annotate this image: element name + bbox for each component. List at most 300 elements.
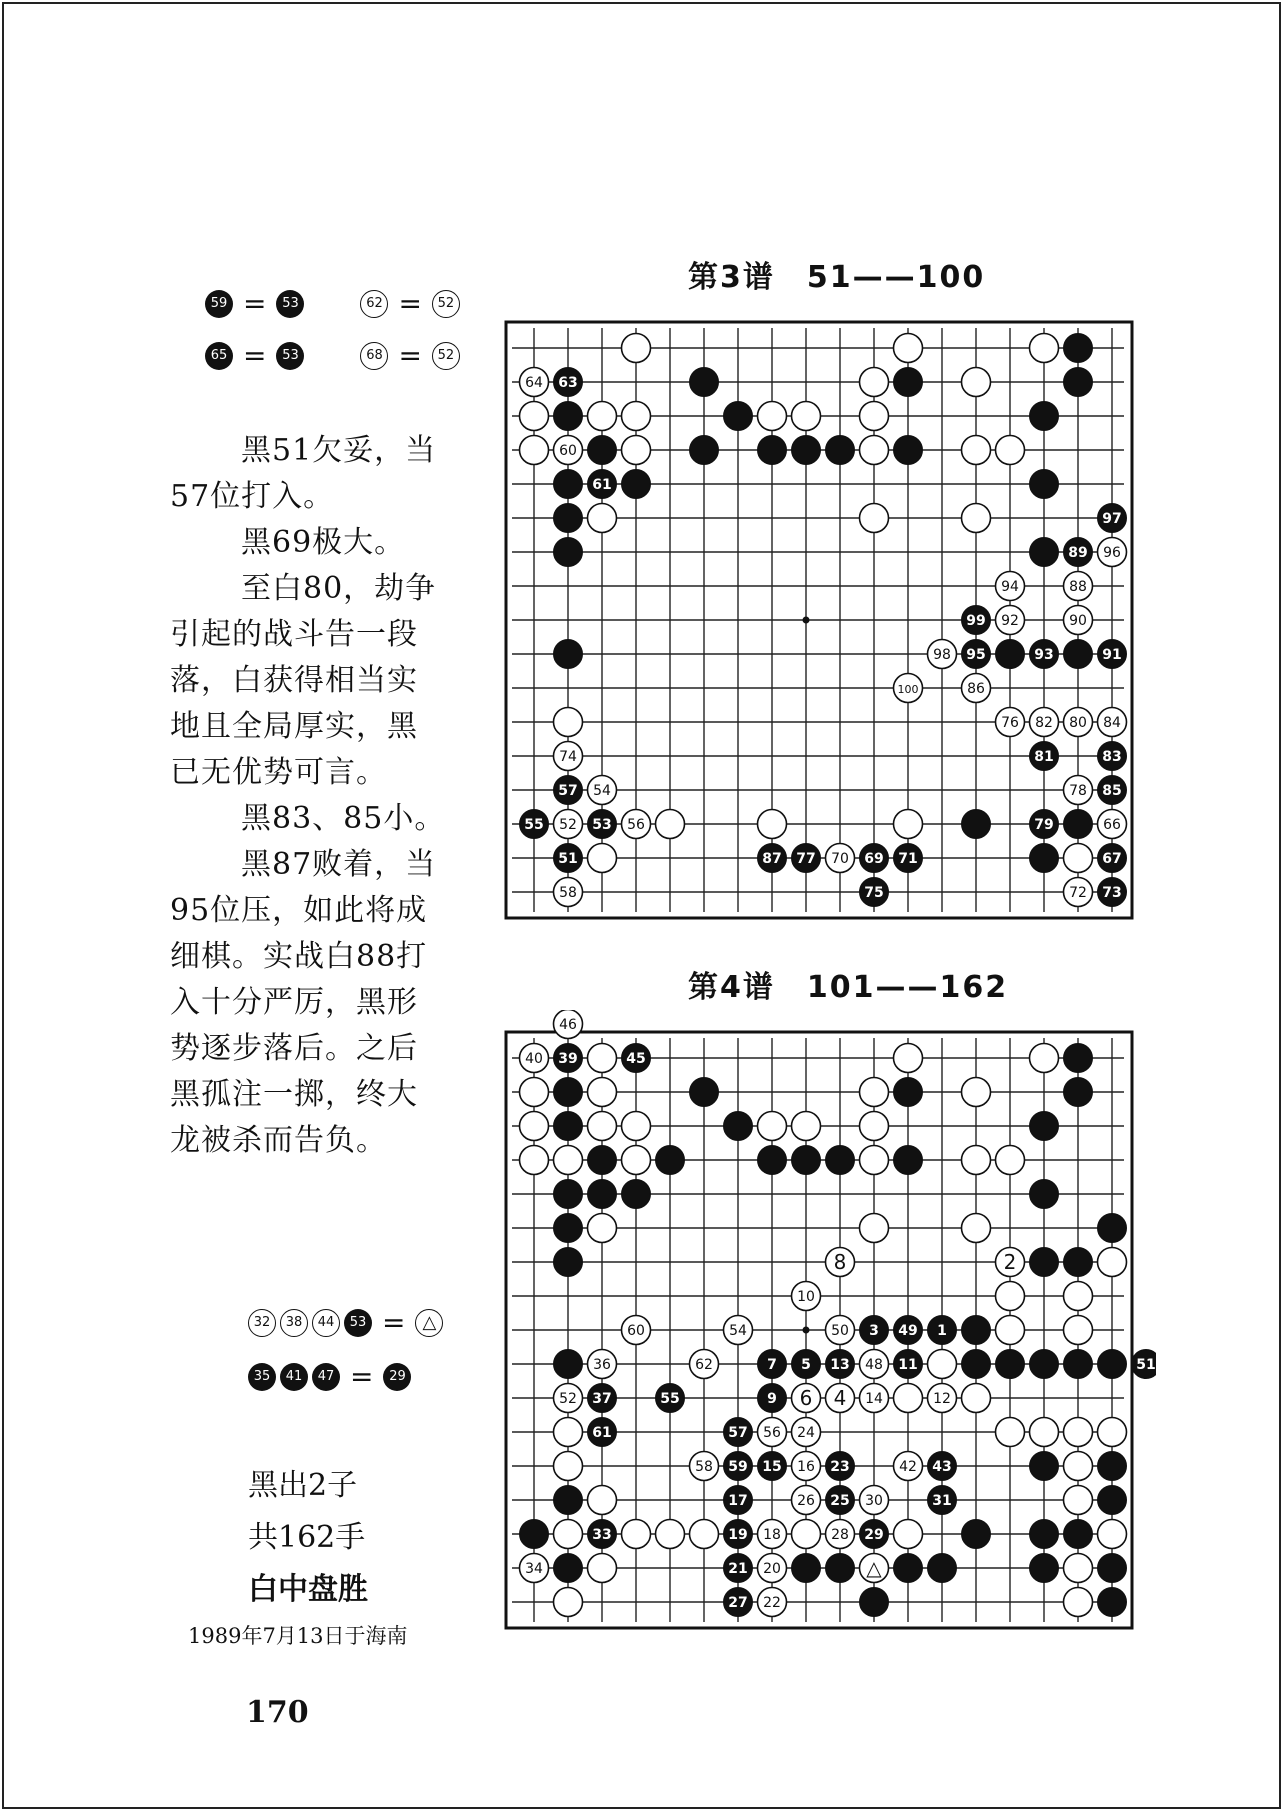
commentary-line: 势逐步落后。之后 (170, 1031, 418, 1066)
white-stone (1064, 708, 1093, 737)
white-stone (996, 1418, 1025, 1447)
white-stone (962, 1214, 991, 1243)
white-stone (1064, 1282, 1093, 1311)
move-number: 60 (627, 1323, 645, 1339)
black-stone (894, 1554, 923, 1583)
white-stone (1030, 1418, 1059, 1447)
white-stone (792, 402, 821, 431)
move-number: 78 (1069, 783, 1087, 799)
white-stone (928, 1384, 957, 1413)
white-stone (860, 436, 889, 465)
white-stone (996, 1146, 1025, 1175)
move-number: 76 (1001, 715, 1019, 731)
black-stone (554, 776, 583, 805)
commentary-line: 黑51欠妥，当 (241, 433, 437, 468)
move-number: △ (866, 1556, 882, 1580)
white-stone (690, 1520, 719, 1549)
commentary-line: 黑87败着，当 (241, 847, 437, 882)
move-number: 69 (864, 851, 884, 867)
black-stone (996, 640, 1025, 669)
white-stone (588, 776, 617, 805)
commentary-line: 入十分严厉，黑形 (170, 985, 418, 1020)
black-stone (1030, 844, 1059, 873)
black-stone (1030, 402, 1059, 431)
white-stone (826, 1248, 855, 1277)
black-stone (554, 640, 583, 669)
move-number: 60 (559, 443, 577, 459)
white-stone (588, 1112, 617, 1141)
white-stone (622, 402, 651, 431)
white-stone (554, 1146, 583, 1175)
black-stone (622, 1044, 651, 1073)
black-stone (826, 1452, 855, 1481)
black-stone (588, 470, 617, 499)
commentary-line: 黑69极大。 (241, 525, 406, 560)
white-stone (792, 1486, 821, 1515)
black-stone (554, 538, 583, 567)
move-number: 80 (1069, 715, 1087, 731)
white-stone (758, 1588, 787, 1617)
move-number: 75 (864, 885, 884, 901)
black-stone (826, 1350, 855, 1379)
diagram-3-title: 第3谱 51——100 (688, 260, 986, 295)
black-stone (962, 606, 991, 635)
move-number: 56 (627, 817, 645, 833)
move-number: 54 (593, 783, 611, 799)
move-number: 45 (626, 1051, 646, 1067)
black-stone (588, 1384, 617, 1413)
stone-glyph: 38 (280, 1309, 308, 1337)
white-stone (554, 1520, 583, 1549)
white-stone (622, 810, 651, 839)
white-stone (724, 1316, 753, 1345)
white-stone (554, 1418, 583, 1447)
move-number: 81 (1034, 749, 1054, 765)
black-stone (520, 810, 549, 839)
move-number: 84 (1103, 715, 1121, 731)
white-stone (1064, 1316, 1093, 1345)
result-line-captures: 黑出2子 (248, 1468, 358, 1503)
white-stone (792, 1282, 821, 1311)
move-number: 34 (525, 1561, 543, 1577)
white-stone (996, 436, 1025, 465)
white-stone (1098, 810, 1127, 839)
white-stone (554, 708, 583, 737)
equals-sign: = (398, 287, 422, 320)
commentary-line: 95位压，如此将成 (170, 893, 428, 928)
white-stone (792, 1384, 821, 1413)
black-stone (1030, 742, 1059, 771)
move-number: 14 (865, 1391, 883, 1407)
stone-glyph: 65 (205, 342, 233, 370)
black-stone (554, 1112, 583, 1141)
white-stone (588, 1044, 617, 1073)
commentary-line: 黑83、85小。 (241, 801, 446, 836)
white-stone (1064, 776, 1093, 805)
move-number: 55 (660, 1391, 680, 1407)
black-stone (554, 1554, 583, 1583)
move-number: 55 (524, 817, 544, 833)
white-stone (894, 1044, 923, 1073)
stone-glyph: 52 (432, 290, 460, 318)
black-stone (1064, 334, 1093, 363)
stone-glyph: 62 (360, 290, 388, 318)
move-number: 66 (1103, 817, 1121, 833)
black-stone (690, 368, 719, 397)
black-stone (554, 844, 583, 873)
white-stone (520, 1044, 549, 1073)
move-number: 59 (728, 1459, 748, 1475)
move-number: 85 (1102, 783, 1122, 799)
white-stone (554, 742, 583, 771)
move-number: 95 (966, 647, 986, 663)
white-stone (894, 1520, 923, 1549)
white-stone (860, 1112, 889, 1141)
white-stone (1098, 538, 1127, 567)
white-stone (520, 402, 549, 431)
white-stone (622, 1316, 651, 1345)
move-number: 82 (1035, 715, 1053, 731)
black-stone (894, 1316, 923, 1345)
move-number: 97 (1102, 511, 1122, 527)
date-line: 1989年7月13日于海南 (188, 1624, 408, 1648)
stone-glyph: 41 (280, 1363, 308, 1391)
move-number: 23 (830, 1459, 850, 1475)
white-stone (996, 1282, 1025, 1311)
black-stone (1030, 470, 1059, 499)
white-stone (860, 1486, 889, 1515)
go-board-diagram-3 (496, 318, 1136, 938)
white-stone (1064, 572, 1093, 601)
move-number: 77 (796, 851, 816, 867)
black-stone (894, 1146, 923, 1175)
black-stone (1064, 1350, 1093, 1379)
white-stone (962, 436, 991, 465)
white-stone (1098, 1520, 1127, 1549)
white-stone (860, 1214, 889, 1243)
stone-glyph: 59 (205, 290, 233, 318)
black-stone (928, 1452, 957, 1481)
move-number: 96 (1103, 545, 1121, 561)
white-stone (1030, 334, 1059, 363)
move-number: 48 (865, 1357, 883, 1373)
move-number: 51 (558, 851, 578, 867)
move-number: 20 (763, 1561, 781, 1577)
move-number: 57 (728, 1425, 748, 1441)
black-stone (1098, 1588, 1127, 1617)
black-stone (962, 1520, 991, 1549)
white-stone (758, 1554, 787, 1583)
result-line-winner: 白中盘胜 (248, 1572, 368, 1607)
black-stone (996, 1350, 1025, 1379)
black-stone (758, 1146, 787, 1175)
black-stone (554, 1214, 583, 1243)
move-number: 31 (932, 1493, 952, 1509)
move-number: 50 (831, 1323, 849, 1339)
black-stone (758, 1384, 787, 1413)
black-stone (1098, 844, 1127, 873)
white-stone (656, 1520, 685, 1549)
black-stone (1030, 640, 1059, 669)
move-number: 43 (932, 1459, 952, 1475)
white-stone (520, 1078, 549, 1107)
move-number: 11 (898, 1357, 918, 1373)
black-stone (724, 1588, 753, 1617)
move-number: 18 (763, 1527, 781, 1543)
equals-sign: = (350, 1360, 374, 1393)
white-stone (996, 1316, 1025, 1345)
white-stone (1098, 708, 1127, 737)
move-number: 8 (833, 1250, 847, 1274)
equals-sign: = (243, 339, 267, 372)
white-stone (690, 1350, 719, 1379)
black-stone (724, 402, 753, 431)
white-stone (554, 1452, 583, 1481)
black-stone (1030, 1554, 1059, 1583)
black-stone (962, 640, 991, 669)
go-board-diagram-4 (496, 1010, 1156, 1650)
move-number: 90 (1069, 613, 1087, 629)
black-stone (894, 368, 923, 397)
black-stone (1064, 368, 1093, 397)
move-number: 52 (559, 817, 577, 833)
black-stone (792, 1146, 821, 1175)
black-stone (1064, 810, 1093, 839)
white-stone (894, 1452, 923, 1481)
white-stone (894, 334, 923, 363)
commentary-line: 已无优势可言。 (170, 755, 387, 790)
black-stone (554, 1078, 583, 1107)
white-stone (996, 572, 1025, 601)
equivalence-row-4 (248, 1360, 411, 1393)
stone-glyph: 47 (312, 1363, 340, 1391)
stone-glyph: 53 (344, 1309, 372, 1337)
black-stone (724, 1486, 753, 1515)
black-stone (1098, 1452, 1127, 1481)
black-stone (1098, 640, 1127, 669)
move-number: 91 (1102, 647, 1122, 663)
white-stone (996, 1248, 1025, 1277)
black-stone (656, 1384, 685, 1413)
black-stone (690, 1078, 719, 1107)
black-stone (792, 1350, 821, 1379)
move-number: 99 (966, 613, 986, 629)
move-number: 5 (801, 1357, 811, 1373)
black-stone (588, 810, 617, 839)
result-block (248, 1460, 368, 1616)
move-number: 33 (592, 1527, 612, 1543)
white-stone (860, 1146, 889, 1175)
stone-glyph: 35 (248, 1363, 276, 1391)
move-number: 29 (864, 1527, 884, 1543)
white-stone (1064, 1554, 1093, 1583)
move-number: 88 (1069, 579, 1087, 595)
white-stone (520, 1554, 549, 1583)
stone-glyph: 53 (276, 290, 304, 318)
move-number: 21 (728, 1561, 748, 1577)
commentary-line: 至白80，劫争 (241, 571, 437, 606)
white-stone (894, 1384, 923, 1413)
move-number: 67 (1102, 851, 1122, 867)
star-point (803, 1327, 810, 1334)
white-stone (554, 878, 583, 907)
move-number: 64 (525, 375, 543, 391)
black-stone (826, 1486, 855, 1515)
white-stone (758, 1418, 787, 1447)
black-stone (554, 504, 583, 533)
white-stone (588, 844, 617, 873)
black-stone (520, 1520, 549, 1549)
move-number: 19 (728, 1527, 748, 1543)
white-stone (1064, 606, 1093, 635)
stone-glyph: 53 (276, 342, 304, 370)
white-stone (656, 810, 685, 839)
move-number: 86 (967, 681, 985, 697)
move-number: 27 (728, 1595, 748, 1611)
black-stone (1098, 776, 1127, 805)
move-number: 13 (830, 1357, 850, 1373)
black-stone (1030, 1520, 1059, 1549)
black-stone (928, 1486, 957, 1515)
stone-glyph: 44 (312, 1309, 340, 1337)
black-stone (690, 436, 719, 465)
black-stone (758, 436, 787, 465)
commentary-line: 黑孤注一掷，终大 (170, 1077, 418, 1112)
white-stone (962, 1146, 991, 1175)
white-stone (554, 810, 583, 839)
black-stone (1064, 640, 1093, 669)
black-stone (656, 1146, 685, 1175)
move-number: 37 (592, 1391, 612, 1407)
black-stone (1098, 1554, 1127, 1583)
white-stone (622, 436, 651, 465)
move-number: 79 (1034, 817, 1054, 833)
white-stone (588, 1214, 617, 1243)
black-stone (860, 1588, 889, 1617)
move-number: 22 (763, 1595, 781, 1611)
move-number: 92 (1001, 613, 1019, 629)
white-stone (962, 504, 991, 533)
white-stone (962, 1078, 991, 1107)
move-number: 36 (593, 1357, 611, 1373)
white-stone (622, 334, 651, 363)
page-number: 170 (246, 1695, 309, 1730)
move-number: 49 (898, 1323, 918, 1339)
move-number: 57 (558, 783, 578, 799)
white-stone (1064, 1452, 1093, 1481)
black-stone (758, 1350, 787, 1379)
white-stone (622, 1146, 651, 1175)
black-stone (860, 1520, 889, 1549)
black-stone (1030, 1452, 1059, 1481)
white-stone (860, 1384, 889, 1413)
white-stone (554, 436, 583, 465)
white-stone (928, 1350, 957, 1379)
move-number: 1 (937, 1323, 947, 1339)
black-stone (1030, 1180, 1059, 1209)
black-stone (758, 1452, 787, 1481)
white-stone (1098, 1248, 1127, 1277)
black-stone (1030, 538, 1059, 567)
white-stone (894, 810, 923, 839)
black-stone (554, 1350, 583, 1379)
black-stone (860, 1316, 889, 1345)
black-stone (724, 1418, 753, 1447)
move-number: 94 (1001, 579, 1019, 595)
white-stone (554, 1010, 583, 1039)
white-stone (962, 368, 991, 397)
black-stone (894, 844, 923, 873)
triangle-stone-glyph: △ (415, 1309, 443, 1337)
white-stone (996, 708, 1025, 737)
move-number: 61 (592, 1425, 612, 1441)
black-stone (1030, 1248, 1059, 1277)
black-stone (894, 1350, 923, 1379)
white-stone (588, 1350, 617, 1379)
equivalence-row-1 (205, 287, 460, 320)
move-number: 42 (899, 1459, 917, 1475)
black-stone (928, 1316, 957, 1345)
move-number: 89 (1068, 545, 1088, 561)
black-stone (554, 402, 583, 431)
black-stone (1098, 504, 1127, 533)
move-number: 10 (797, 1289, 815, 1305)
white-stone (826, 1316, 855, 1345)
black-stone (894, 1078, 923, 1107)
white-stone (860, 1350, 889, 1379)
black-stone (758, 844, 787, 873)
black-stone (1098, 1486, 1127, 1515)
commentary-line: 落，白获得相当实 (170, 663, 418, 698)
white-stone (826, 844, 855, 873)
black-stone (826, 1146, 855, 1175)
white-stone (588, 1078, 617, 1107)
equals-sign: = (382, 1306, 406, 1339)
white-stone (792, 1112, 821, 1141)
black-stone (1064, 538, 1093, 567)
move-number: 56 (763, 1425, 781, 1441)
white-stone (758, 1520, 787, 1549)
move-number: 28 (831, 1527, 849, 1543)
move-number: 26 (797, 1493, 815, 1509)
black-stone (622, 470, 651, 499)
move-number: 51 (1136, 1357, 1156, 1373)
white-stone (520, 368, 549, 397)
move-number: 9 (767, 1391, 777, 1407)
black-stone (588, 1146, 617, 1175)
white-stone (962, 1384, 991, 1413)
black-stone (554, 1180, 583, 1209)
move-number: 39 (558, 1051, 578, 1067)
white-stone (1030, 1044, 1059, 1073)
black-stone (962, 1350, 991, 1379)
move-number: 15 (762, 1459, 782, 1475)
diagram-4-title: 第4谱 101——162 (688, 970, 1009, 1005)
black-stone (792, 844, 821, 873)
commentary-line: 地且全局厚实，黑 (170, 709, 418, 744)
black-stone (928, 1554, 957, 1583)
stone-glyph: 32 (248, 1309, 276, 1337)
white-stone (758, 810, 787, 839)
black-stone (554, 1044, 583, 1073)
white-stone (860, 1554, 889, 1583)
move-number: 73 (1102, 885, 1122, 901)
equals-sign: = (243, 287, 267, 320)
black-stone (1098, 1214, 1127, 1243)
black-stone (792, 436, 821, 465)
white-stone (860, 1078, 889, 1107)
white-stone (554, 1384, 583, 1413)
